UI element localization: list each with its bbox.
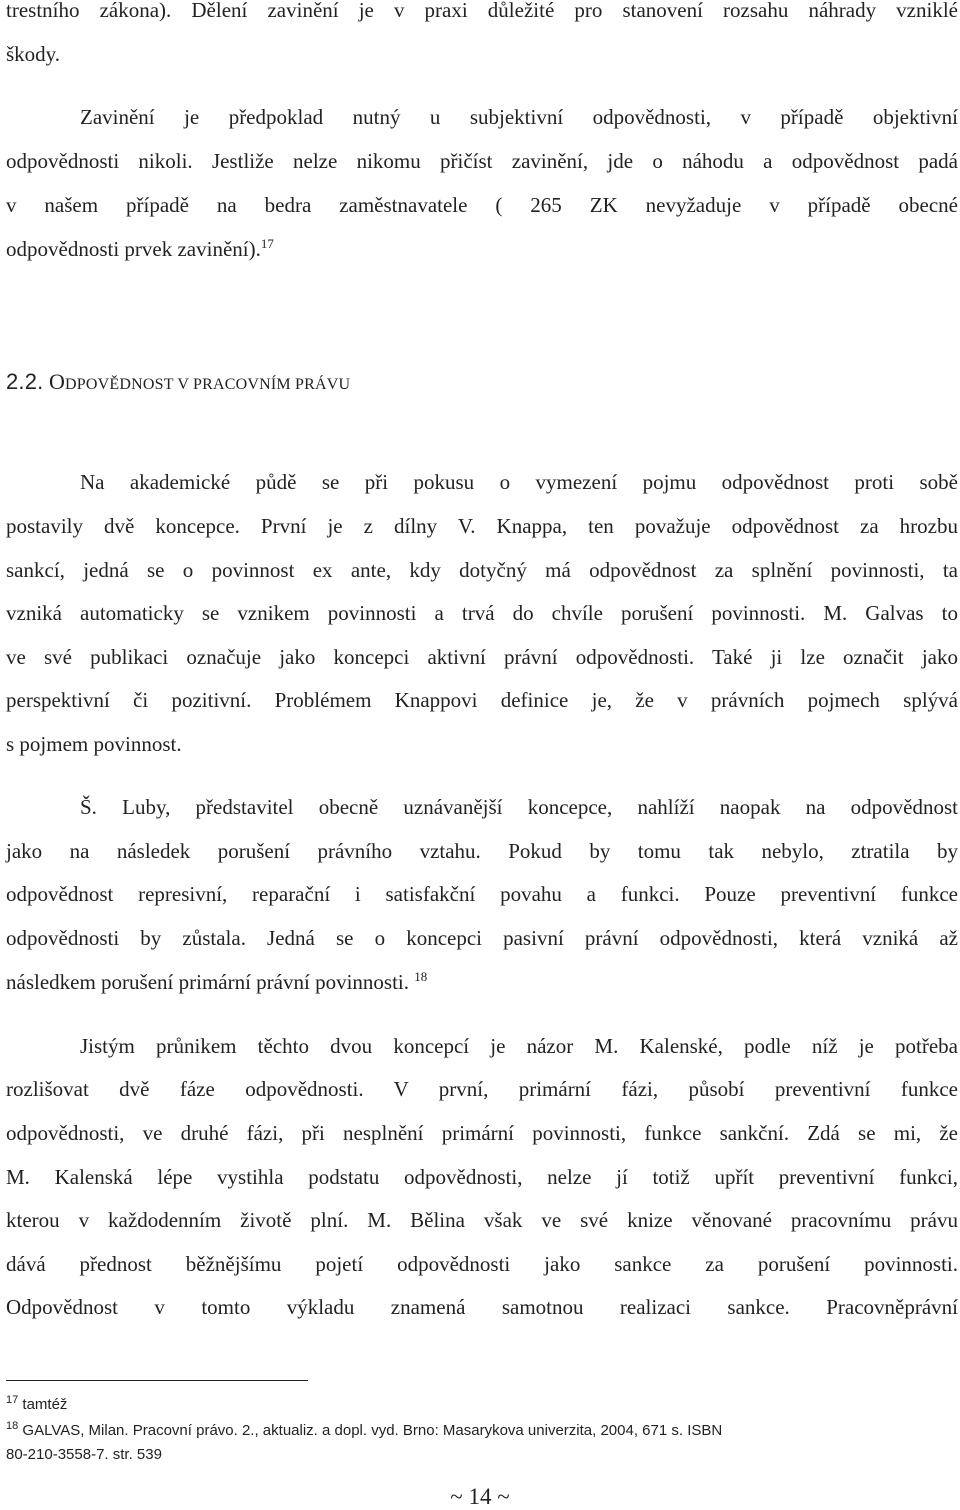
body-text-line: rozlišovat dvě fáze odpovědnosti. V první, primární fázi, působí preventivní funkce: [6, 1077, 958, 1101]
body-text-line: perspektivní či pozitivní. Problémem Knappovi definice je, že v právních pojmech splývá: [6, 688, 958, 712]
footnote: [6, 1421, 958, 1441]
footnote-reference: 18: [414, 969, 428, 984]
body-text-line: Zavinění je předpoklad nutný u subjektivní odpovědnosti, v případě objektivní: [80, 105, 958, 129]
body-text-line: odpovědnosti, ve druhé fázi, při nesplnění primární povinnosti, funkce sankční. Zdá se mi, že: [6, 1121, 958, 1145]
body-text-line: odpovědnost represivní, reparační i satisfakční povahu a funkci. Pouze preventivní funkce: [6, 882, 958, 906]
body-text-line: [6, 235, 958, 263]
body-text-line: ve své publikaci označuje jako koncepci aktivní právní odpovědnosti. Také ji lze označit jako: [6, 645, 958, 669]
body-text-fragment: následkem porušení primární právní povinnosti.: [6, 970, 410, 994]
body-text-line: Š. Luby, představitel obecně uznávanější koncepce, nahlíží naopak na odpovědnost: [80, 795, 958, 819]
body-text-line: M. Kalenská lépe vystihla podstatu odpovědnosti, nelze jí totiž upřít preventivní funkci,: [6, 1165, 958, 1189]
body-text-line: odpovědnosti by zůstala. Jedná se o koncepci pasivní právní odpovědnosti, která vzniká až: [6, 926, 958, 950]
footnote-separator: [6, 1380, 308, 1381]
body-text-line: jako na následek porušení právního vztahu. Pokud by tomu tak nebylo, ztratila by: [6, 839, 958, 863]
page-number: ~ 14 ~: [450, 1484, 510, 1509]
body-text-line: sankcí, jedná se o povinnost ex ante, kdy dotyčný má odpovědnost za splnění povinnosti, ta: [6, 558, 958, 582]
section-title-initial: O: [48, 369, 66, 394]
body-text-fragment: odpovědnosti prvek zavinění).: [6, 237, 261, 261]
body-text-line: s pojmem povinnost.: [6, 732, 182, 756]
section-number: 2.2.: [6, 369, 44, 394]
body-text-line: [6, 968, 958, 996]
body-text-line: škody.: [6, 42, 61, 66]
body-text-line: v našem případě na bedra zaměstnavatele ( 265 ZK nevyžaduje v případě obecné: [6, 193, 958, 217]
body-text-fragment: Pracovněprávní: [826, 1295, 959, 1319]
footnote-text: tamtéž: [22, 1396, 68, 1413]
footnote-continuation: 80-210-3558-7. str. 539: [6, 1446, 162, 1463]
body-text-line: Jistým průnikem těchto dvou koncepcí je názor M. Kalenské, podle níž je potřeba: [80, 1034, 958, 1058]
footnote-reference: 17: [260, 236, 274, 251]
section-title: DPOVĚDNOST V PRACOVNÍM PRÁVU: [65, 376, 351, 393]
section-heading: [6, 368, 350, 399]
footnote: [6, 1395, 958, 1415]
body-text-line: Na akademické půdě se při pokusu o vymezení pojmu odpovědnost proti sobě: [80, 470, 958, 494]
body-text-line: postavily dvě koncepce. První je z dílny V. Knappa, ten považuje odpovědnost za hrozbu: [6, 514, 958, 538]
footnote-number: 18: [6, 1420, 19, 1432]
body-text-line: vzniká automaticky se vznikem povinnosti a trvá do chvíle porušení povinnosti. M. Galvas to: [6, 601, 958, 625]
body-text-line: kterou v každodenním životě plní. M. Bělina však ve své knize věnované pracovnímu právu: [6, 1208, 958, 1232]
body-text-fragment: Odpovědnost v tomto výkladu znamená samotnou realizaci sankce.: [6, 1295, 790, 1319]
body-text-line: trestního zákona). Dělení zavinění je v praxi důležité pro stanovení rozsahu náhrady vzniklé: [6, 0, 958, 22]
body-text-line: odpovědnosti nikoli. Jestliže nelze nikomu přičíst zavinění, jde o náhodu a odpovědnost padá: [6, 149, 958, 173]
body-text-line: [6, 1293, 958, 1321]
footnote-number: 17: [6, 1394, 19, 1406]
footnote-text: GALVAS, Milan. Pracovní právo. 2., aktualiz. a dopl. vyd. Brno: Masarykova univerzita, 2004, 671 s. ISBN: [22, 1422, 723, 1439]
body-text-line: dává přednost běžnějšímu pojetí odpovědnosti jako sankce za porušení povinnosti.: [6, 1252, 958, 1276]
